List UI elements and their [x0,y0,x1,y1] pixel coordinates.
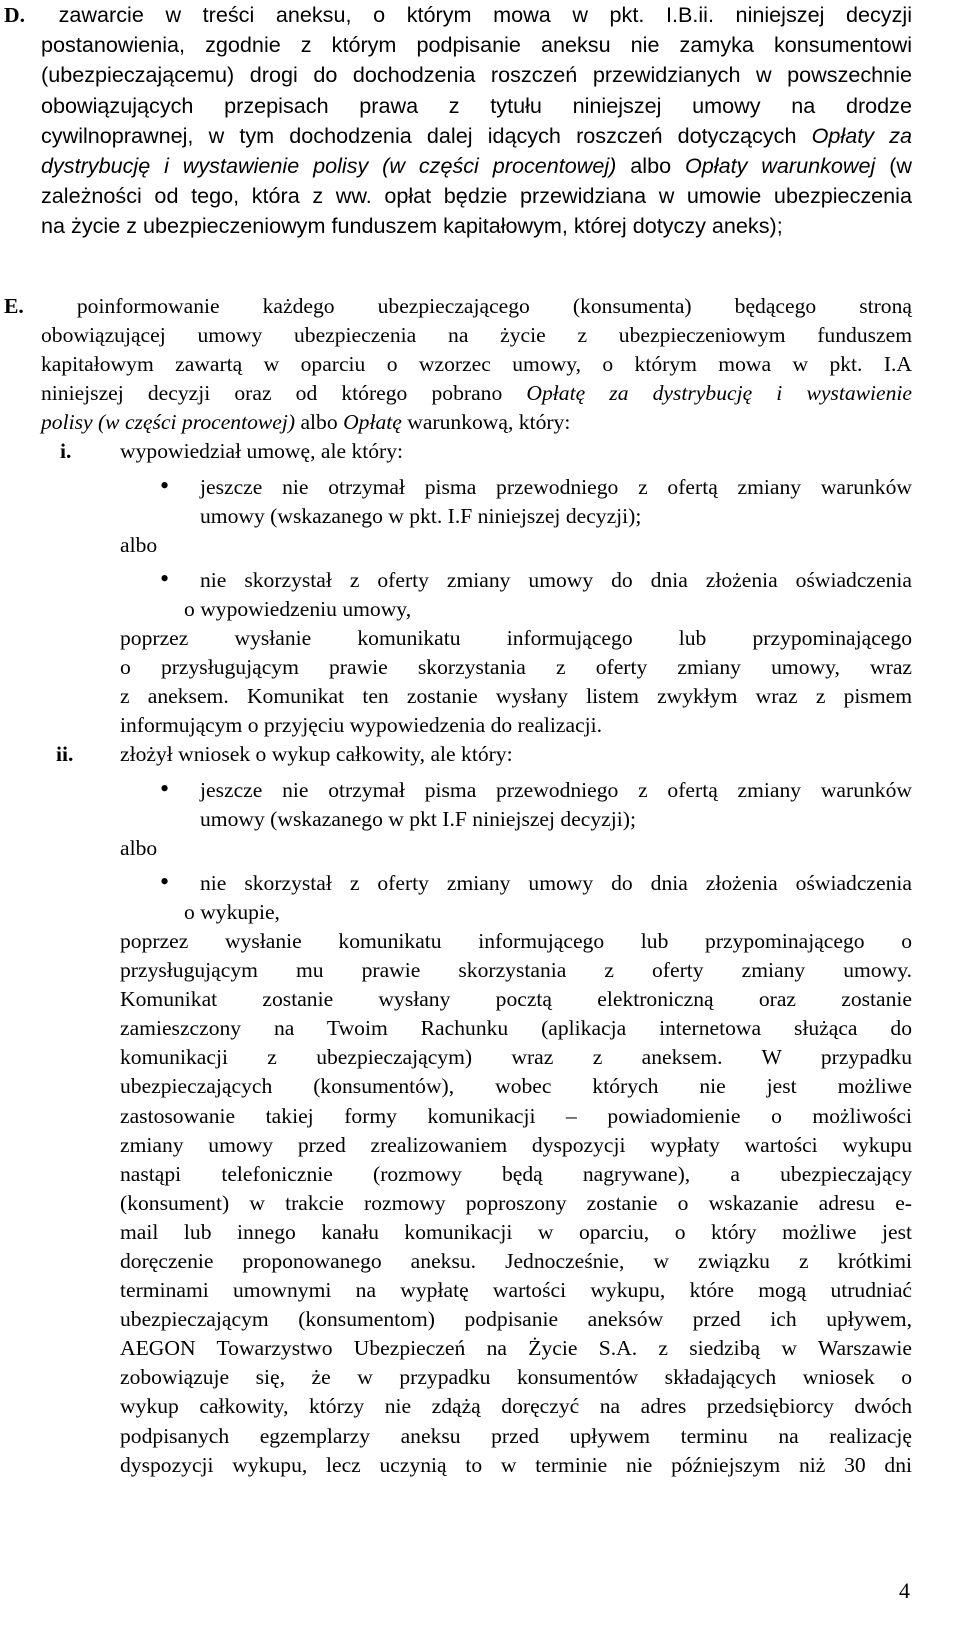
item-ii-label: ii. [56,742,74,767]
section-e-text-5c: Opłatę [343,410,402,435]
item-ii-bullet-1-line-1: jeszcze nie otrzymał pisma przewodniego z ofertą zmiany warunków [200,777,912,802]
item-ii-para-line: zastosowanie takiej formy komunikacji – powiadomienie o możliwości [120,1103,912,1128]
item-ii-para-line: poprzez wysłanie komunikatu informującego lub przypominającego o [120,928,912,953]
section-d-line-5 [4,121,912,151]
item-i [4,437,912,466]
section-e [4,292,912,1480]
section-d [4,0,912,242]
item-i-bullet-1-line-1: jeszcze nie otrzymał pisma przewodniego z ofertą zmiany warunków [200,474,912,499]
item-i-bullet-2-line-2: o wypowiedzeniu umowy, [184,596,412,621]
item-ii-bullet-2-line-2: o wykupie, [184,899,280,924]
section-e-text-5b: albo [295,410,344,435]
section-d-text-5a: cywilnoprawnej, w tym dochodzenia dalej idących roszczeń dotyczących [41,122,812,148]
page-number: 4 [899,1578,910,1603]
item-ii-para-line: ubezpieczającym (konsumentom) podpisanie aneksów przed ich upływem, [120,1307,912,1332]
item-i-bullet-2-line-1: nie skorzystał z oferty zmiany umowy do dnia złożenia oświadczenia [200,567,912,592]
section-d-line-6 [4,151,912,181]
section-d-label: D. [4,3,25,27]
section-e-line-2: obowiązującej umowy ubezpieczenia na życie z ubezpieczeniowym funduszem [41,323,912,348]
section-e-label: E. [4,294,24,318]
section-d-line-7: zależności od tego, która z ww. opłat będzie przewidziana w umowie ubezpieczenia [41,183,912,209]
section-e-text-5a: polisy (w części procentowej) [41,410,296,435]
section-d-text-1: zawarcie w treści aneksu, o którym mowa w pkt. I.B.ii. niniejszej decyzji [58,2,912,27]
item-ii-para-line: komunikacji z ubezpieczającym) wraz z aneksem. W przypadku [120,1045,912,1070]
bullet-icon: • [160,470,170,500]
section-e-text-4a: niniejszej decyzji oraz od którego pobrano [41,381,527,406]
item-i-text: wypowiedział umowę, ale który: [120,439,404,464]
item-i-bullet-1-line-2: umowy (wskazanego w pkt. I.F niniejszej decyzji); [200,503,642,528]
section-e-text-4b: Opłatę za dystrybucję i wystawienie [526,381,912,406]
item-ii-paragraph [4,927,912,1480]
item-ii-para-line: przysługującym mu prawie skorzystania z oferty zmiany umowy. [120,958,912,983]
section-d-text-5b: Opłaty za [811,122,913,148]
section-d-text-6d: (w [875,153,912,179]
section-d-line-4: obowiązujących przepisach prawa z tytułu niniejszej umowy na drodze [41,92,912,118]
bullet-icon: • [160,773,170,803]
section-d-line-8: na życie z ubezpieczeniowym funduszem kapitałowym, której dotyczy aneks); [41,213,783,239]
item-ii-bullet-2-line-1: nie skorzystał z oferty zmiany umowy do dnia złożenia oświadczenia [200,870,912,895]
section-d-line-1 [4,0,912,30]
section-d-line-3: (ubezpieczającemu) drogi do dochodzenia roszczeń przewidzianych w powszechnie [41,62,912,88]
item-ii-para-line: wykup całkowity, którzy nie zdążą doręczyć na adres przedsiębiorcy dwóch [120,1394,912,1419]
item-ii-para-line: (konsument) w trakcie rozmowy poproszony zostanie o wskazanie adresu e- [120,1190,912,1215]
bullet-icon: • [160,563,170,593]
item-ii-albo: albo [120,835,158,860]
section-e-text-1: poinformowanie każdego ubezpieczającego (konsumenta) będącego stroną [76,294,912,318]
item-i-para-line-1: poprzez wysłanie komunikatu informującego lub przypominającego [120,626,912,651]
bullet-icon: • [160,866,170,896]
section-d-text-6c: Opłaty warunkowej [684,153,876,179]
section-e-line-4 [4,379,912,408]
item-ii-text: złożył wniosek o wykup całkowity, ale który: [120,742,513,767]
section-e-line-3: kapitałowym zawartą w oparciu o wzorzec umowy, o którym mowa w pkt. I.A [41,352,912,377]
item-ii-bullet-1 [4,773,912,834]
item-ii-para-line: doręczenie proponowanego aneksu. Jednocześnie, w związku z krótkimi [120,1249,912,1273]
section-d-text-6b: albo [616,153,685,179]
item-i-para-line-2: o przysługującym prawie skorzystania z oferty zmiany umowy, wraz [120,655,912,680]
item-ii-bullet-2 [4,866,912,927]
item-i-para-line-4: informującym o przyjęciu wypowiedzenia do realizacji. [120,713,603,738]
item-ii-para-line: zamieszczony na Twoim Rachunku (aplikacja internetowa służąca do [120,1016,912,1041]
section-e-line-1 [4,292,912,321]
section-e-line-5 [4,408,912,437]
item-ii-para-line: nastąpi telefonicznie (rozmowy będą nagrywane), a ubezpieczający [120,1161,912,1186]
item-ii-para-line: ubezpieczających (konsumentów), wobec których nie jest możliwe [120,1074,912,1099]
item-ii-para-line: podpisanych egzemplarzy aneksu przed upływem terminu na realizację [120,1423,912,1448]
item-ii-para-line: zobowiązuje się, że w przypadku konsumentów składających wniosek o [120,1365,912,1390]
item-i-bullet-1 [4,470,912,531]
section-e-text-5d: warunkową, który: [401,410,571,435]
item-ii [4,740,912,769]
item-i-label: i. [60,439,72,464]
item-i-para-line-3: z aneksem. Komunikat ten zostanie wysłany listem zwykłym wraz z pismem [120,684,912,709]
item-ii-para-line: terminami umownymi na wypłatę wartości wykupu, które mogą utrudniać [120,1278,912,1303]
item-ii-para-line: mail lub innego kanału komunikacji w oparciu, o który możliwe jest [120,1219,912,1244]
section-d-text-6a: dystrybucję i wystawienie polisy (w części procentowej) [41,153,617,179]
item-ii-para-line: zmiany umowy przed zrealizowaniem dyspozycji wypłaty wartości wykupu [120,1132,912,1157]
item-i-albo: albo [120,532,158,557]
item-i-bullet-2 [4,563,912,624]
item-ii-para-line: AEGON Towarzystwo Ubezpieczeń na Życie S.A. z siedzibą w Warszawie [120,1336,912,1361]
section-d-line-2: postanowienia, zgodnie z którym podpisanie aneksu nie zamyka konsumentowi [41,32,912,58]
item-ii-bullet-1-line-2: umowy (wskazanego w pkt I.F niniejszej decyzji); [200,806,636,831]
item-ii-para-line: Komunikat zostanie wysłany pocztą elektroniczną oraz zostanie [120,987,912,1012]
item-ii-para-line: dyspozycji wykupu, lecz uczynią to w terminie nie późniejszym niż 30 dni [120,1452,912,1477]
